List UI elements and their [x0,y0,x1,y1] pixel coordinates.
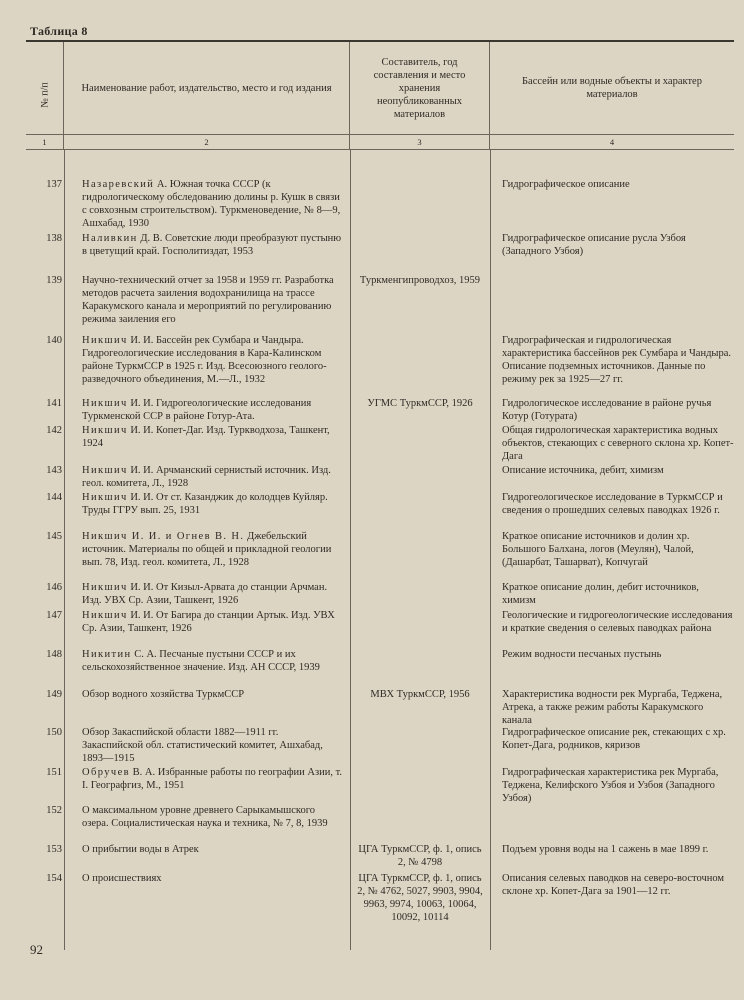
page-number: 92 [30,942,43,957]
work-title-cell [64,688,350,727]
compiler-cell [350,726,490,765]
basin-description-cell: Общая гидрологическая характеристика водных объектов, стекающих с северного склона хр. Копет-Дага [502,425,734,462]
table-row [26,609,734,635]
basin-description-cell: Краткое описание источников и долин хр. Большого Балхана, логов (Меулян), Чалой, (Дашарбат, Ташарват), Копчугай [502,531,694,568]
table-row [26,491,734,517]
work-title-cell [64,424,350,463]
header-col-number: № п/п [26,42,64,134]
row-number: 143 [46,465,62,476]
table-row [26,872,734,924]
compiler-cell [350,464,490,490]
work-title-cell [64,464,350,490]
compiler-cell [350,424,490,463]
author-name: Никшич [82,610,128,621]
row-number: 147 [46,610,62,621]
table-row [26,232,734,258]
table-row [26,766,734,805]
compiler-cell [350,530,490,569]
basin-description-cell: Описания селевых паводков на северо-восточном склоне хр. Копет-Дага за 1901—12 гг. [502,873,725,897]
compiler-cell: ЦГА ТуркмССР, ф. 1, опись 2, № 4798 [358,844,482,868]
row-number: 144 [46,492,62,503]
table-row [26,464,734,490]
work-title-cell [64,843,350,869]
work-title: И. И. От Багира до станции Артык. Изд. УВХ Ср. Азии, Ташкент, 1926 [82,610,335,634]
work-title-cell [64,491,350,517]
work-title-cell [64,726,350,765]
work-title: С. А. Песчаные пустыни СССР и их сельскохозяйственное значение. Изд. АН СССР, 1939 [82,649,320,673]
column-number: 3 [350,135,490,149]
table-row [26,178,734,230]
work-title: Обзор водного хозяйства ТуркмССР [82,689,245,700]
table-row [26,397,734,423]
row-number: 145 [46,531,62,542]
header-col-works: Наименование работ, издательство, место и год издания [64,42,350,134]
basin-description-cell: Режим водности песчаных пустынь [502,649,662,660]
work-title: В. А. Избранные работы по географии Азии, т. I. Географгиз, М., 1951 [82,767,343,791]
author-name: Никшич [82,582,128,593]
work-title-cell [64,334,350,386]
basin-description-cell: Геологические и гидрогеологические исследования и краткие сведения о селевых паводках района [502,610,733,634]
table-header [26,42,734,135]
basin-description-cell: Гидрографическая и гидрологическая характеристика бассейнов рек Сумбара и Чандыра. Описание подземных источников. Данные по режиму рек за 1925—27 гг. [502,335,731,385]
author-name: Никшич [82,465,128,476]
work-title: Д. В. Советские люди преобразуют пустыню в цветущий край. Госполитиздат, 1953 [82,233,342,257]
compiler-cell [350,491,490,517]
work-title: Обзор Закаспийской области 1882—1911 гг. Закаспийской обл. статистический комитет, Ашхабад, 1893—1915 [82,727,323,764]
row-number: 148 [46,649,62,660]
row-number: 151 [46,767,62,778]
work-title-cell [64,232,350,258]
work-title-cell [64,178,350,230]
table-row [26,726,734,765]
row-number: 146 [46,582,62,593]
row-number: 149 [46,689,62,700]
work-title: И. И. От ст. Казанджик до колодцев Куйляр. Труды ГГРУ вып. 25, 1931 [82,492,328,516]
compiler-cell: Туркменгипроводхоз, 1959 [359,275,481,286]
compiler-cell [350,178,490,230]
compiler-cell: УГМС ТуркмССР, 1926 [367,398,473,409]
basin-description-cell: Характеристика водности рек Мургаба, Теджена, Атрека, а также режим работы Каракумского канала [502,689,723,726]
basin-description-cell: Подъем уровня воды на 1 сажень в мае 1899 г. [502,844,709,855]
work-title-cell [64,397,350,423]
author-name: Наливкин [82,233,138,244]
compiler-cell [350,581,490,607]
work-title-cell [64,804,350,830]
row-number: 153 [46,844,62,855]
work-title: И. И. Гидрогеологические исследования Туркменской ССР в районе Готур-Ата. [82,398,312,422]
author-name: Никитин [82,649,132,660]
row-number: 140 [46,335,62,346]
table-row [26,424,734,463]
work-title-cell [64,274,350,326]
author-name: Никшич [82,335,128,346]
compiler-cell [350,609,490,635]
table-row [26,804,734,830]
compiler-cell: ЦГА ТуркмССР, ф. 1, опись 2, № 4762, 5027, 9903, 9904, 9963, 9974, 10063, 10064, 10092, 10114 [357,873,483,923]
basin-description-cell [490,804,734,830]
row-number: 141 [46,398,62,409]
table-row [26,843,734,869]
basin-description-cell: Гидрографическая характеристика рек Мургаба, Теджена, Келифского Узбоя и Узбоя (Западного Узбоя) [502,767,719,804]
work-title: Научно-технический отчет за 1958 и 1959 гг. Разработка методов расчета заиления водохранилища на трассе Каракумского канала и мероприятий по регулированию режима заиления его [82,275,334,325]
table-caption: Таблица 8 [30,24,88,38]
compiler-cell: МВХ ТуркмССР, 1956 [370,689,470,700]
work-title: Джебельский источник. Материалы по общей и прикладной геологии вып. 78, Изд. геол. комитета, Л., 1928 [82,531,332,568]
row-number: 137 [46,179,62,190]
author-name: Никшич И. И. и Огнев В. Н. [82,531,245,542]
compiler-cell [350,648,490,674]
work-title-cell [64,648,350,674]
work-title: И. И. Бассейн рек Сумбара и Чандыра. Гидрогеологические исследования в Кара-Калинском районе ТуркмССР в 1925 г. Изд. Всесоюзного геолого-разведочного объединения, М.—Л., 1932 [82,335,327,385]
work-title-cell [64,530,350,569]
table-row [26,648,734,674]
compiler-cell [350,334,490,386]
column-numbers [26,135,734,150]
header-col-compiler: Составитель, год составления и место хранения неопубликованных материалов [350,42,490,134]
column-number: 1 [26,135,64,149]
basin-description-cell: Гидрогеологическое исследование в ТуркмССР и сведения о прошедших селевых паводках 1926 г. [502,492,723,516]
bibliography-table [26,40,734,950]
work-title-cell [64,872,350,924]
table-row [26,581,734,607]
compiler-cell [350,804,490,830]
work-title: О максимальном уровне древнего Сарыкамышского озера. Социалистическая наука и техника, № 7, 8, 1939 [82,805,328,829]
table-row [26,334,734,386]
table-body [26,150,734,950]
table-row [26,530,734,569]
basin-description-cell: Краткое описание долин, дебит источников, химизм [502,582,699,606]
work-title: И. И. От Кизыл-Арвата до станции Арчман. Изд. УВХ Ср. Азии, Ташкент, 1926 [82,582,328,606]
basin-description-cell [490,274,734,326]
basin-description-cell: Гидрологическое исследование в районе ручья Котур (Готурата) [502,398,712,422]
column-number: 4 [609,137,615,147]
row-number: 139 [46,275,62,286]
compiler-cell [350,766,490,805]
work-title: А. Южная точка СССР (к гидрологическому обследованию долины р. Кушк в связи с совхозным строительством). Туркменоведение, № 8—9, Ашхабад, 1930 [82,179,341,229]
column-number: 2 [64,135,350,149]
work-title-cell [64,766,350,805]
author-name: Обручев [82,767,130,778]
author-name: Никшич [82,398,128,409]
row-number: 154 [46,873,62,884]
row-number: 142 [46,425,62,436]
work-title-cell [64,581,350,607]
work-title: И. И. Копет-Даг. Изд. Турквод​хоза, Ташкент, 1924 [82,425,330,449]
work-title: И. И. Арчманский сернистый источник. Изд. геол. комитета, Л., 1928 [82,465,331,489]
row-number: 152 [46,805,62,816]
basin-description-cell: Описание источника, дебит, химизм [502,465,664,476]
row-number: 150 [46,727,62,738]
work-title-cell [64,609,350,635]
basin-description-cell: Гидрографическое описание русла Узбоя (Западного Узбоя) [502,233,686,257]
author-name: Никшич [82,425,128,436]
table-row [26,688,734,727]
compiler-cell [350,232,490,258]
author-name: Назаревский [82,179,155,190]
author-name: Никшич [82,492,128,503]
work-title: О происшествиях [82,873,162,884]
row-number: 138 [46,233,62,244]
work-title: О прибытии воды в Атрек [82,844,199,855]
basin-description-cell: Гидрографическое описание [502,179,630,190]
table-row [26,274,734,326]
basin-description-cell: Гидрографическое описание рек, стекающих с хр. Копет-Дага, родников, кяризов [502,727,726,751]
header-col-basin: Бассейн или водные объекты и характер материалов [522,76,702,100]
